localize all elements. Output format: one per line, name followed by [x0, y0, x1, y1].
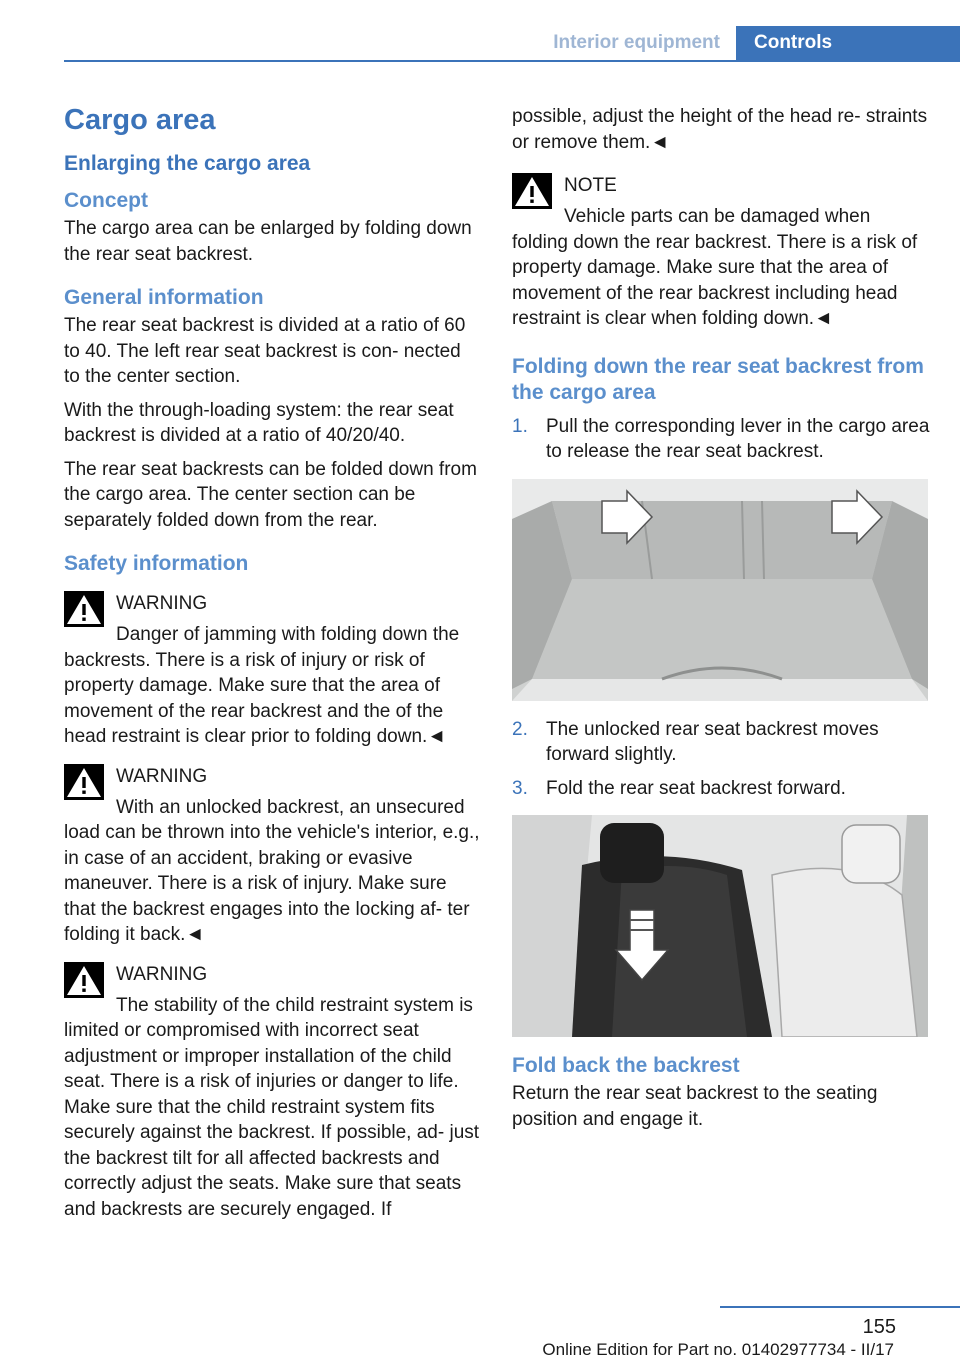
warning-text: With an unlocked backrest, an unsecured load can be thrown into the vehicle's interior, e.g., in case of an accident, braking or evasive maneuver. There is a risk of injury. Make sure that the backrest engages into the locking af‐ ter folding it back.◄	[64, 796, 480, 945]
general-paragraph-3: The rear seat backrests can be folded down from the cargo area. The center section can be separately folded down from the rear.	[64, 458, 477, 531]
edition-line: Online Edition for Part no. 01402977734 - II/17	[542, 1340, 894, 1359]
list-item	[512, 414, 930, 465]
list-item	[512, 717, 930, 768]
step-text: Fold the rear seat backrest forward.	[546, 777, 846, 799]
note-block	[512, 173, 930, 332]
general-heading: General information	[64, 286, 264, 309]
foldback-heading: Fold back the backrest	[512, 1054, 740, 1077]
note-text: Vehicle parts can be damaged when folding down the rear backrest. There is a risk of property damage. Make sure that the area of movement of the rear backrest including head restraint is clear when folding down.◄	[512, 206, 918, 329]
warning-keyword: WARNING	[116, 963, 208, 985]
footer-rule	[720, 1306, 960, 1308]
backrest-illustration	[512, 815, 928, 1037]
note-keyword: NOTE	[564, 175, 617, 196]
warning-triangle-icon	[64, 764, 104, 800]
warning-block	[64, 764, 480, 948]
right-column	[512, 104, 930, 1140]
step-number: 1.	[512, 415, 528, 437]
page-title: Cargo area	[64, 104, 216, 136]
folding-heading: Folding down the rear seat backrest from the cargo area	[512, 354, 924, 404]
steps-list-b	[512, 717, 930, 802]
warning-keyword: WARNING	[116, 765, 208, 787]
warning-text: The stability of the child restraint system is limited or compromised with incorrect seat adjustment or improper installation of the child seat. There is a risk of injuries or danger to life. Make sure that the child restraint system fits securely against the backrest. If possible, ad‐ just the backrest tilt for all affected backrests and correctly adjust the seats. Make sure that seats and backrests are securely engaged. If	[64, 994, 480, 1220]
header-active-tab: Controls	[736, 26, 960, 62]
continuation-text: possible, adjust the height of the head re‐ straints or remove them.◄	[512, 106, 928, 153]
cargo-area-illustration	[512, 479, 928, 701]
step-number: 2.	[512, 718, 528, 740]
header-rule	[64, 60, 960, 62]
step-text: The unlocked rear seat backrest moves forward slightly.	[546, 718, 879, 765]
warning-block	[64, 962, 480, 1223]
header-section-label: Interior equipment	[553, 32, 720, 53]
concept-text: The cargo area can be enlarged by folding down the rear seat backrest.	[64, 218, 472, 265]
foldback-text: Return the rear seat backrest to the seating position and engage it.	[512, 1083, 878, 1130]
page-number: 155	[862, 1316, 896, 1338]
warning-text: Danger of jamming with folding down the backrests. There is a risk of injury or risk of property damage. Make sure that the area of movement of the rear backrest and the of the head restraint is clear prior to folding down.◄	[64, 624, 460, 747]
warning-keyword: WARNING	[116, 593, 208, 614]
section-title: Enlarging the cargo area	[64, 152, 311, 175]
left-column	[64, 100, 480, 1234]
steps-list-a	[512, 414, 930, 465]
concept-heading: Concept	[64, 189, 148, 212]
cargo-area-image	[512, 479, 928, 701]
backrest-image	[512, 815, 928, 1037]
step-text: Pull the corresponding lever in the cargo area to release the rear seat backrest.	[546, 415, 930, 462]
step-number: 3.	[512, 777, 528, 799]
general-paragraph-1: The rear seat backrest is divided at a ratio of 60 to 40. The left rear seat backrest is con‐ nected to the center section.	[64, 315, 466, 387]
safety-heading: Safety information	[64, 552, 249, 575]
note-triangle-icon	[512, 173, 552, 209]
list-item	[512, 776, 930, 802]
general-paragraph-2: With the through-loading system: the rear seat backrest is divided at a ratio of 40/20/40.	[64, 399, 454, 446]
warning-triangle-icon	[64, 591, 104, 627]
warning-block	[64, 591, 480, 750]
warning-triangle-icon	[64, 962, 104, 998]
